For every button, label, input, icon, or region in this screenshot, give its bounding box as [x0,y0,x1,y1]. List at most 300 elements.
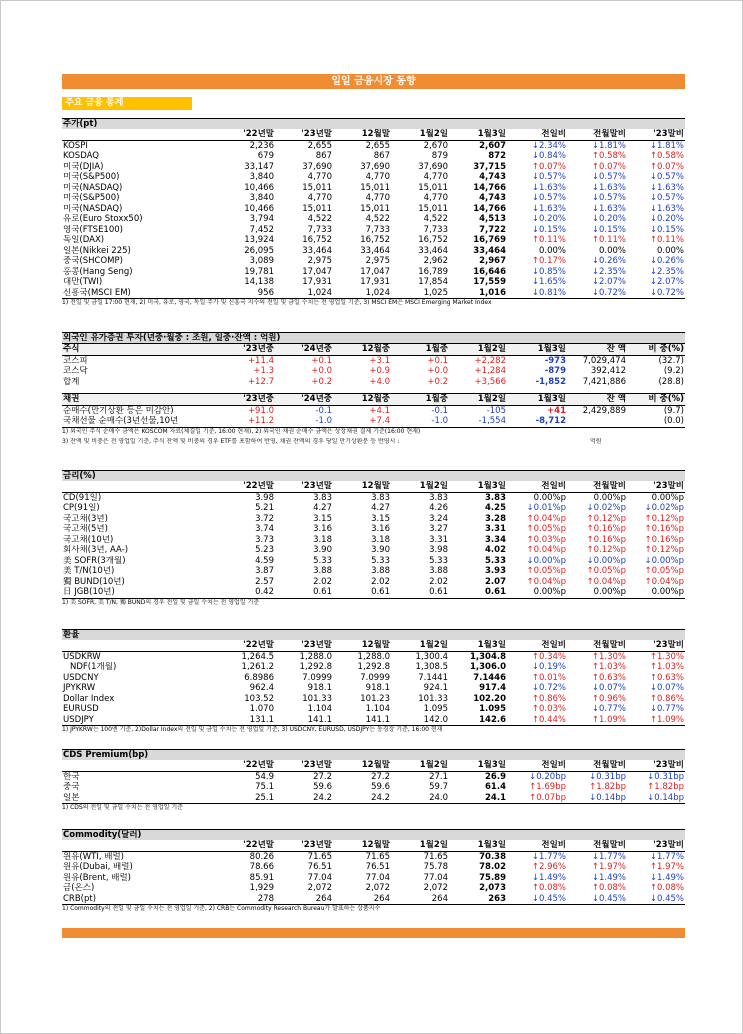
table-row [62,873,685,884]
table-cell: ↑0.08% [649,883,684,893]
table-cell: ↓2.35% [649,266,684,277]
table-cell: 77.04 [307,872,332,883]
column-header [62,481,217,492]
table-cell: +7.4 [369,416,390,426]
table-cell: ↓1.65% [531,277,566,287]
table-cell: ↓0.01%p [526,503,566,513]
table-cell: ↓1.77% [649,851,684,862]
table-cell: 5.33 [485,555,506,566]
table-cell: ↓0.57% [531,193,566,203]
table-cell: 679 [257,151,274,161]
table-cell: 102.20 [473,693,506,704]
table-cell: 2,236 [249,140,274,151]
table-cell: 0.00%p [533,492,566,503]
table-cell: 1,264.5 [241,651,274,662]
table-cell: ↑0.12%p [586,513,626,524]
table-row [62,851,685,862]
table-cell: ↑1.69bp [529,782,566,792]
column-header: 12월말 [361,640,390,650]
table-cell: ↓2.35% [591,266,626,277]
table-cell: 14,138 [244,277,274,287]
table-cell: 0.00%p [593,587,626,597]
table-row [62,267,685,278]
table-cell: (32.7) [658,355,684,366]
column-header: 12월중 [361,394,390,404]
table-cell: -0.1 [431,405,448,416]
table-cell: ↓0.02%p [586,503,626,513]
table-cell: -1,554 [478,416,506,426]
column-header: '24년중 [301,344,332,354]
table-cell: 263 [488,893,506,904]
table-cell: 3.90 [313,545,332,555]
row-label: 일본 [63,792,80,803]
table-cell: 3.93 [485,566,506,576]
row-label: 홍콩(Hang Seng) [63,266,133,277]
table-cell: ↑1.30% [591,651,626,662]
table-cell: ↑0.04%p [586,576,626,587]
column-header: 12월말 [361,760,390,770]
table-cell: ↓0.14bp [589,792,626,803]
column-header: '23말비 [653,481,684,491]
table-cell: ↓0.72% [649,287,684,298]
table-cell: -1.0 [315,416,332,426]
table-cell: ↑0.96% [591,693,626,704]
table-cell: ↑0.63% [649,672,684,683]
table-cell: ↓0.77% [591,704,626,714]
table-cell: 142.0 [423,714,448,725]
table-row [62,894,685,905]
table-cell: 4.02 [485,545,506,555]
table-header-row [62,840,685,851]
commodity-section [62,829,685,912]
table-cell: 5.23 [255,545,274,555]
table-cell: 15,011 [418,182,448,193]
table-cell: 4,770 [423,193,448,203]
column-header: 전일비 [541,840,566,850]
table-cell: +0.0 [311,366,332,376]
table-cell: 7,722 [479,224,506,235]
row-label: 美 SOFR(3개월) [63,555,126,566]
table-cell: ↓2.07% [649,277,684,287]
table-cell: 71.65 [365,851,390,862]
table-cell: 37,715 [473,161,506,172]
table-row [62,235,685,246]
row-label: 코스피 [63,355,88,366]
table-cell: 0.61 [371,587,390,597]
table-cell: 924.1 [423,683,448,693]
row-label: CP(91일) [63,503,100,513]
column-header [62,840,217,851]
table-cell: 3.83 [313,492,332,503]
table-cell: (9.2) [663,366,684,376]
table-cell: 1,292.8 [299,662,332,672]
column-header: 1월3일 [537,394,566,404]
table-row [62,503,685,514]
table-cell: 6.8986 [244,672,274,683]
table-cell: +4.1 [369,405,390,416]
footnote: 1) JPYKRW는 100엔 기준, 2)Dollar Index의 전일 및 금일 수치는 전 영업일 기준, 3) USDCNY, EURUSD, USDJPY는 동경장 기준, 16:00 현재 [62,725,685,733]
table-cell: ↓0.15% [649,224,684,235]
table-cell: 15,011 [302,182,332,193]
column-header: '23말비 [653,760,684,770]
column-header: 1월3일 [477,840,506,850]
table-cell: 3.24 [429,513,448,524]
column-header: 잔 액 [606,344,626,354]
table-cell: 0.00%p [651,492,684,503]
table-cell: ↓1.77% [531,851,566,862]
column-header: 잔 액 [606,394,626,404]
table-cell: ↑0.12%p [644,513,684,524]
table-cell: 4,770 [423,172,448,182]
table-cell: 26,095 [244,245,274,256]
table-cell: 0.00%p [533,587,566,597]
table-cell: ↓0.81% [531,287,566,298]
row-label: 국고채(5년) [63,524,108,534]
column-header: 전월말비 [593,640,626,650]
table-cell: -1.0 [431,416,448,426]
column-header: 주식 [63,344,80,354]
table-cell: +3.1 [369,355,390,366]
table-cell: ↑0.07bp [529,792,566,803]
table-cell: ↓0.02%p [644,503,684,513]
table-cell: 3.74 [255,524,274,534]
table-row [62,715,685,726]
table-row [62,587,685,598]
section-header: 주가(pt) [62,118,685,129]
row-label: 국고채(10년) [63,534,114,545]
table-cell: 1.104 [307,704,332,714]
table-cell: +1.3 [253,366,274,376]
table-cell: 76.51 [307,862,332,872]
row-label: JPYKRW [63,683,96,693]
table-cell: -879 [544,366,566,376]
table-cell: +3,566 [474,376,506,387]
table-cell: ↑0.44% [531,714,566,725]
table-cell: 956 [257,287,274,298]
table-cell: ↓0.45% [649,893,684,904]
table-row [62,566,685,577]
table-cell: ↓2.34% [531,140,566,151]
table-cell: 879 [431,151,448,161]
table-cell: +2,282 [474,355,506,366]
table-cell: 3.28 [485,513,506,524]
column-header [62,760,217,771]
table-cell [567,416,627,427]
table-row [62,416,685,427]
table-cell: ↓0.00%p [586,555,626,566]
row-label: 獨 BUND(10년) [63,576,125,587]
table-cell: 1.070 [249,704,274,714]
table-cell: 33,464 [360,245,390,256]
row-label: 한국 [63,771,80,782]
table-cell: ↑0.58% [591,151,626,161]
table-cell: 2,967 [479,256,506,266]
table-cell: 1,292.8 [357,662,390,672]
table-cell: 3.31 [485,524,506,534]
table-cell: 7.0999 [360,672,390,683]
table-cell: 4,770 [307,172,332,182]
row-label: 일본(Nikkei 225) [63,245,131,256]
table-cell: ↑0.05%p [644,566,684,576]
column-header: 전일비 [541,760,566,770]
row-label: USDCNY [63,672,99,683]
table-cell: 1,024 [307,287,332,298]
column-header: 1월3일 [537,344,566,354]
row-label: CD(91일) [63,492,102,503]
table-cell: 2,670 [423,140,448,151]
row-label: 회사채(3년, AA-) [63,545,129,555]
table-row [62,704,685,715]
table-cell: ↓1.63% [649,182,684,193]
table-cell: 7,733 [307,224,332,235]
table-cell: 1,016 [479,287,506,298]
row-label: 신흥국(MSCI EM) [63,287,131,298]
table-cell: ↑1.09% [591,714,626,725]
table-cell: 17,047 [360,266,390,277]
table-cell: 71.65 [423,851,448,862]
table-cell: 4,770 [365,193,390,203]
column-header: '23말비 [653,640,684,650]
table-row [62,577,685,588]
table-row [62,151,685,162]
table-cell: 17,854 [418,277,448,287]
table-header-row [62,640,685,651]
column-header: 비 중(%) [648,344,684,354]
table-cell: 54.9 [255,771,274,782]
table-cell: 16,646 [473,266,506,277]
section-header: 금리(%) [62,470,685,481]
table-cell: ↑0.58% [649,151,684,161]
table-cell: ↑0.05%p [526,524,566,534]
table-cell: 13,924 [244,235,274,245]
table-cell: 25.1 [255,792,274,803]
table-row [62,225,685,236]
row-label: 원유(Brent, 배럴) [63,872,131,883]
table-cell: ↑0.16%p [644,534,684,545]
table-cell: ↓1.49% [649,872,684,883]
column-header [62,640,217,651]
table-cell: ↓0.57% [591,172,626,182]
table-cell: ↑0.12%p [644,545,684,555]
table-cell: 24.1 [485,792,506,803]
row-label: 원유(Dubai, 배럴) [63,862,133,872]
table-cell: ↓1.49% [591,872,626,883]
table-cell: ↓1.63% [531,182,566,193]
table-cell: 5.21 [255,503,274,513]
table-cell: 101.33 [302,693,332,704]
row-label: 국채선물 순매수(3년선물,10년 [63,416,179,426]
table-row [62,405,685,416]
table-cell: 33,464 [418,245,448,256]
foreign-investment-section [62,332,685,446]
row-label: EURUSD [63,704,99,714]
table-cell: 2,429,889 [582,405,626,416]
table-cell: ↑0.16%p [586,534,626,545]
table-cell: 2.02 [313,576,332,587]
table-cell: ↓0.26% [649,256,684,266]
table-cell: 1,261.2 [241,662,274,672]
column-header: 1월2일 [477,344,506,354]
table-cell: 59.7 [429,782,448,792]
table-cell: 1.104 [365,704,390,714]
table-row [62,377,685,388]
column-header: '22년말 [243,640,274,650]
table-cell: ↑0.34% [531,651,566,662]
row-label: 금(온스) [63,883,95,893]
table-cell: 0.42 [255,587,274,597]
row-label: 미국(S&P500) [63,172,120,182]
table-cell: 7,029,474 [582,355,626,366]
table-cell: ↑0.08% [591,883,626,893]
table-row [62,694,685,705]
table-cell: ↓0.00%p [644,555,684,566]
table-cell: 17,931 [302,277,332,287]
table-cell: ↓0.57% [591,193,626,203]
table-cell: 4,743 [479,172,506,182]
table-cell: -973 [544,355,566,366]
table-cell: 278 [257,893,274,904]
table-cell: ↑1.03% [591,662,626,672]
column-header: '23년말 [301,840,332,850]
table-cell: 1,288.0 [299,651,332,662]
table-cell: 17,931 [360,277,390,287]
row-label: 순매수(만기상환 등은 미감안) [63,405,174,416]
row-label: 유로(Euro Stoxx50) [63,214,143,224]
table-row [62,782,685,793]
table-cell: 3.88 [313,566,332,576]
table-cell: ↓0.15% [591,224,626,235]
table-cell: ↑0.04%p [526,513,566,524]
table-cell: ↓2.07% [591,277,626,287]
table-row [62,793,685,804]
table-cell: ↓0.31bp [589,771,626,782]
table-cell: 3.88 [371,566,390,576]
column-header: 1월2일 [419,481,448,491]
table-row [62,514,685,525]
table-cell: 15,011 [360,182,390,193]
table-cell: 15,011 [360,203,390,214]
table-row [62,214,685,225]
stocks-table [62,129,685,298]
column-header: 1월중 [425,394,448,404]
table-cell: ↓1.77% [591,851,626,862]
table-cell: 3,840 [249,193,274,203]
column-header: 1월2일 [419,129,448,139]
table-cell: ↓0.26% [591,256,626,266]
table-header-row [62,760,685,771]
table-cell: 2,072 [365,883,390,893]
footnote-unit: 억원 [590,437,602,445]
stocks-section [62,118,685,306]
table-row [62,535,685,546]
table-cell: ↓0.57% [649,172,684,182]
table-cell: (9.7) [663,405,684,416]
footnote-text: 3) 잔액 및 비중은 전 영업일 기준, 주식 잔액 및 비중의 경우 ETF를 포함하여 반영, 채권 잔액의 경우 당일 만기상환분 등 반영시 : [62,437,400,445]
row-label: 대만(TWI) [63,277,103,287]
table-cell: 77.04 [423,872,448,883]
table-cell: 3.98 [429,545,448,555]
table-cell: 3.18 [313,534,332,545]
table-cell: 4.25 [485,503,506,513]
table-cell: 24.2 [313,792,332,803]
table-cell: 2,607 [479,140,506,151]
table-cell: +0.2 [311,376,332,387]
column-header: '23말비 [653,840,684,850]
table-cell: ↑0.11% [531,235,566,245]
rates-table [62,481,685,598]
table-cell: ↓0.45% [531,893,566,904]
table-cell: 3.34 [485,534,506,545]
table-cell: 27.2 [313,771,332,782]
row-label: 미국(NASDAQ) [63,203,123,214]
table-row [62,524,685,535]
row-label: 미국(NASDAQ) [63,182,123,193]
column-header: 1월2일 [419,640,448,650]
table-cell: ↑0.07% [591,161,626,172]
table-cell: +0.1 [311,355,332,366]
table-cell: 264 [431,893,448,904]
table-cell: 78.02 [479,862,506,872]
table-row [62,771,685,782]
table-cell: 1.095 [423,704,448,714]
table-cell: 2.07 [485,576,506,587]
row-label: CRB(pt) [63,893,97,904]
column-header: 1월2일 [477,394,506,404]
table-cell: 15,011 [418,203,448,214]
table-cell: 59.6 [371,782,390,792]
table-cell: 0.00% [538,245,566,256]
row-label: 국고채(3년) [63,513,108,524]
column-header: 전월말비 [593,840,626,850]
column-header: '23년중 [243,344,274,354]
row-label: KOSDAQ [63,151,99,161]
table-cell: 7,733 [365,224,390,235]
table-cell: 59.6 [313,782,332,792]
table-row [62,545,685,556]
row-label: USDKRW [63,651,101,662]
row-label: KOSPI [63,140,88,151]
column-header [62,129,217,140]
section-header: 외국인 유가증권 투자(년중·월중 : 조원, 일중·잔액 : 억원) [62,332,685,343]
table-cell: 85.91 [249,872,274,883]
table-cell: 4.27 [313,503,332,513]
table-cell: 141.1 [365,714,390,725]
column-header: 1월3일 [477,760,506,770]
table-cell: +4.0 [369,376,390,387]
table-cell: 392,412 [590,366,626,376]
table-cell: 3.88 [429,566,448,576]
table-cell: 4.26 [429,503,448,513]
table-cell: 7,733 [423,224,448,235]
table-cell: 103.52 [244,693,274,704]
table-cell: 7.1441 [418,672,448,683]
column-header: 전일비 [541,129,566,139]
column-header: 1월3일 [477,640,506,650]
table-cell: 1,300.4 [415,651,448,662]
table-cell: 3.15 [371,513,390,524]
table-cell: 26.9 [485,771,506,782]
column-header: 12월말 [361,481,390,491]
table-cell: 962.4 [249,683,274,693]
table-cell: ↑0.12%p [586,545,626,555]
table-cell: 5.33 [371,555,390,566]
table-cell: -1,852 [535,376,566,387]
column-header: 전월말비 [593,481,626,491]
table-cell: ↑0.05%p [526,566,566,576]
table-cell: 3.27 [429,524,448,534]
table-cell: +11.4 [247,355,274,366]
row-label: 합계 [63,376,80,387]
